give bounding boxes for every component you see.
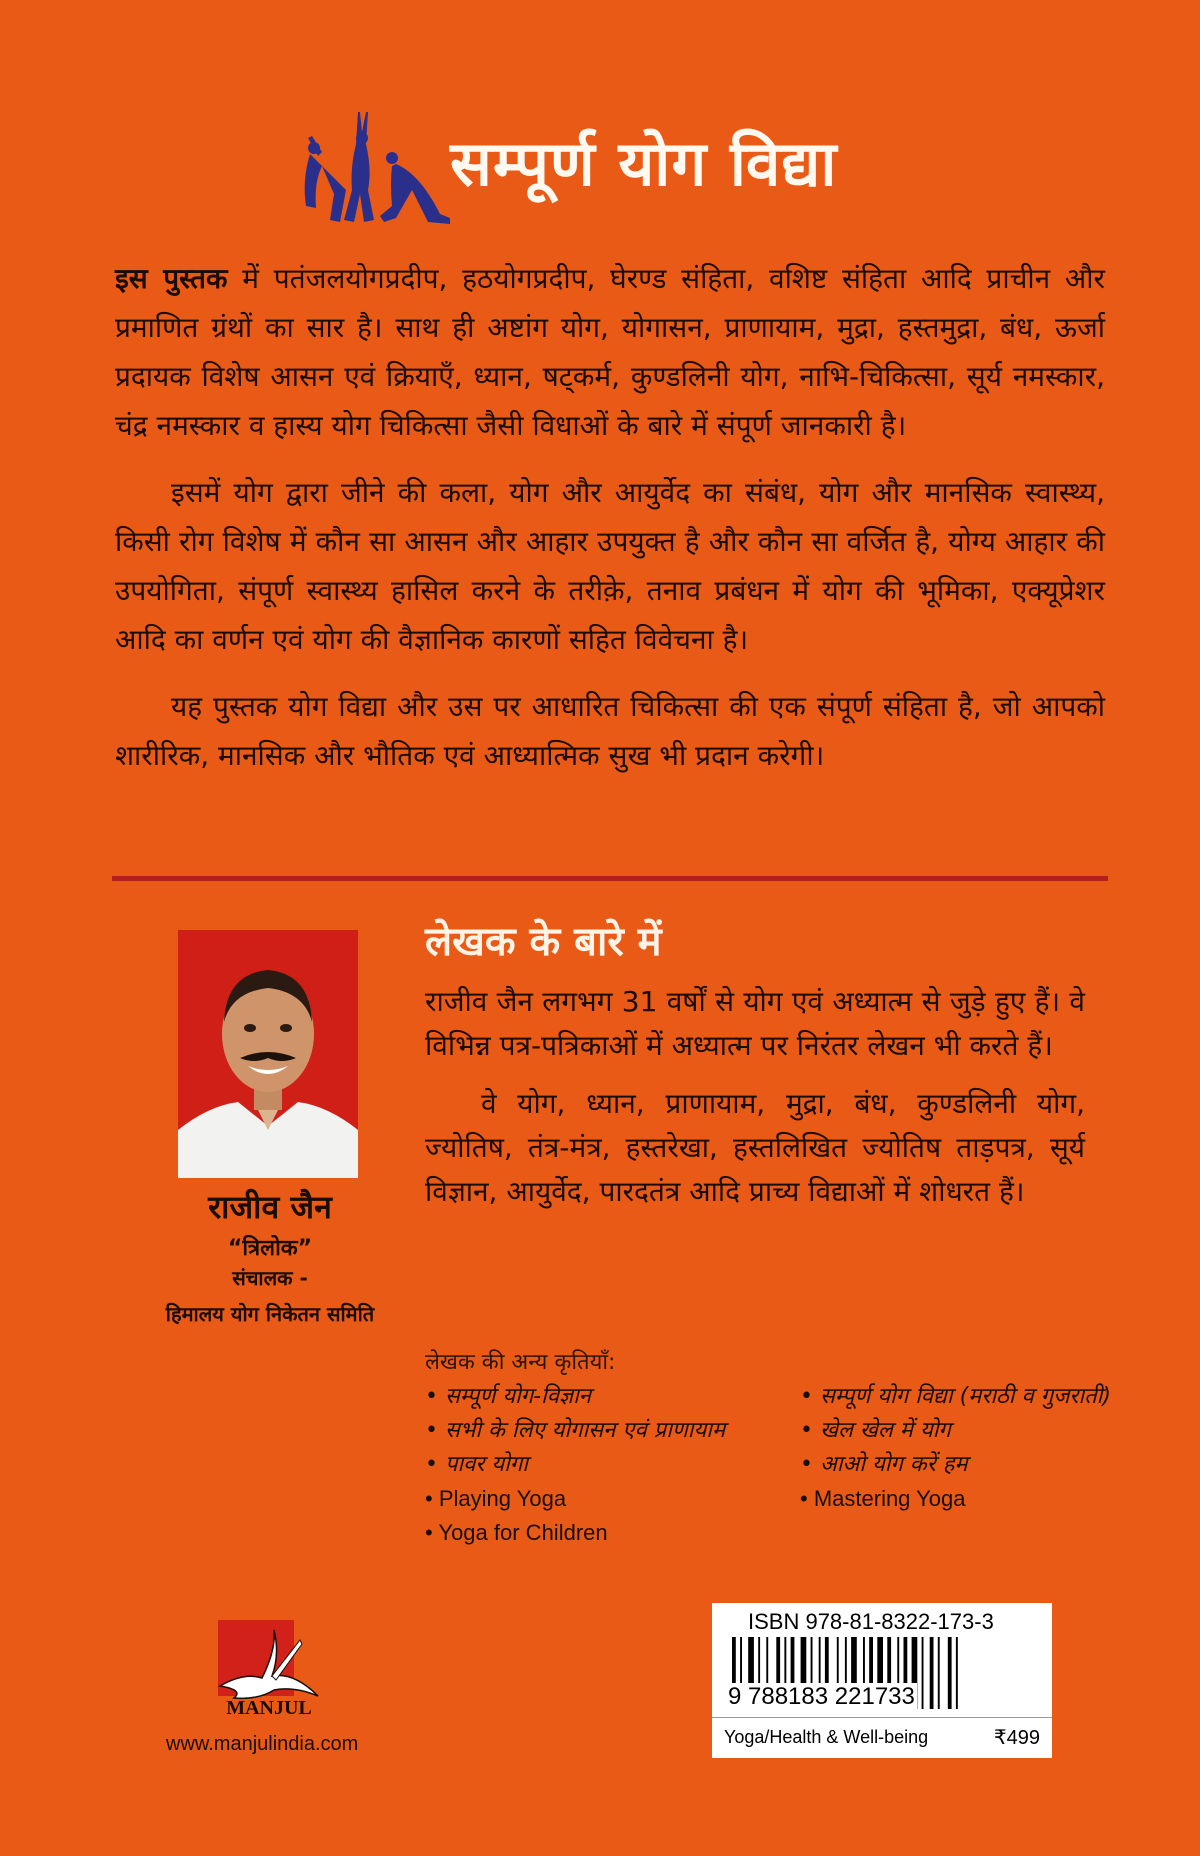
list-item: • सम्पूर्ण योग-विज्ञान [425,1380,725,1414]
yoga-figures-icon [300,110,450,230]
about-paragraph: वे योग, ध्यान, प्राणायाम, मुद्रा, बंध, कुण्डलिनी योग, ज्योतिष, तंत्र-मंत्र, हस्तरेखा, हस्तलिखित ज्योतिष ताड़पत्र, सूर्य विज्ञान, आयुर्वेद, पारदतंत्र आदि प्राच्य विद्याओं में शोधरत हैं। [425,1087,1085,1208]
other-works-title: लेखक की अन्य कृतियाँ: [425,1350,616,1375]
list-item: • Yoga for Children [425,1516,725,1550]
other-works-list-left [425,1380,725,1550]
isbn-label: ISBN 978-81-8322-173-3 [748,1609,994,1634]
author-photo [178,930,358,1178]
section-divider [112,876,1108,881]
publisher-name: MANJUL [226,1697,312,1719]
author-organization: हिमालय योग निकेतन समिति [165,1302,375,1326]
book-price: ₹499 [993,1727,1040,1749]
book-title-block [300,110,940,230]
publisher-url: www.manjulindia.com [166,1733,359,1755]
description-paragraph: इसमें योग द्वारा जीने की कला, योग और आयुर्वेद का संबंध, योग और मानसिक स्वास्थ्य, किसी रोग विशेष में कौन सा आसन और आहार उपयुक्त है और कौन सा वर्जित है, योग्य आहार की उपयोगिता, संपूर्ण स्वास्थ्य हासिल करने के तरीक़े, तनाव प्रबंधन में योग की भूमिका, एक्यूप्रेशर आदि का वर्णन एवं योग की वैज्ञानिक कारणों सहित विवेचना है। [115,476,1105,656]
list-item: • Mastering Yoga [800,1482,1111,1516]
description-text: में पतंजलयोगप्रदीप, हठयोगप्रदीप, घेरण्ड संहिता, वशिष्ट संहिता आदि प्राचीन और प्रमाणित ग्रंथों का सार है। साथ ही अष्टांग योग, योगासन, प्राणायाम, मुद्रा, हस्तमुद्रा, बंध, ऊर्जा प्रदायक विशेष आसन एवं क्रियाएँ, ध्यान, षट्कर्म, कुण्डलिनी योग, नाभि-चिकित्सा, सूर्य नमस्कार, चंद्र नमस्कार व हास्य योग चिकित्सा जैसी विधाओं के बारे में संपूर्ण जानकारी है। [115,262,1105,442]
description-paragraph [115,254,1105,450]
about-author-heading: लेखक के बारे में [425,919,662,965]
about-paragraph: राजीव जैन लगभग 31 वर्षों से योग एवं अध्यात्म से जुड़े हुए हैं। वे विभिन्न पत्र-पत्रिकाओं में अध्यात्म पर निरंतर लेखन भी करते हैं। [425,985,1085,1062]
list-item: • सभी के लिए योगासन एवं प्राणायाम [425,1414,725,1448]
book-description [115,254,1105,798]
list-item: • खेल खेल में योग [800,1414,1111,1448]
book-category: Yoga/Health & Well-being [724,1727,929,1747]
isbn-barcode-box [712,1603,1052,1758]
other-works-list-right [800,1380,1111,1516]
book-title: सम्पूर्ण योग विद्या [450,127,838,200]
author-name: राजीव जैन [208,1188,332,1226]
author-portrait-image [178,930,358,1178]
author-role: संचालक - [232,1266,308,1290]
about-author-text [425,980,1085,1228]
description-lead: इस पुस्तक [115,262,228,295]
isbn-divider [712,1717,1052,1718]
author-nickname: “त्रिलोक” [227,1236,313,1261]
list-item: • Playing Yoga [425,1482,725,1516]
barcode-digits: 9 788183 221733 [728,1683,915,1710]
list-item: • आओ योग करें हम [800,1448,1111,1482]
description-paragraph: यह पुस्तक योग विद्या और उस पर आधारित चिकित्सा की एक संपूर्ण संहिता है, जो आपको शारीरिक, मानसिक और भौतिक एवं आध्यात्मिक सुख भी प्रदान करेगी। [115,690,1105,772]
list-item: • पावर योगा [425,1448,725,1482]
list-item: • सम्पूर्ण योग विद्या (मराठी व गुजराती) [800,1380,1111,1414]
